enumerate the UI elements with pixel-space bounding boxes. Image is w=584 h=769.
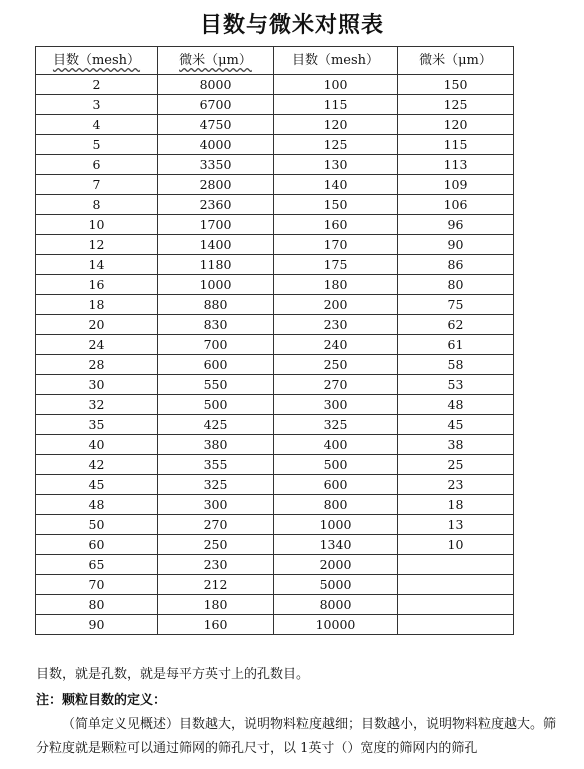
- table-cell: 500: [274, 455, 398, 475]
- table-row: [36, 535, 514, 555]
- table-row: [36, 395, 514, 415]
- table-row: [36, 255, 514, 275]
- header-micron-1-label: 微米（μm）: [179, 53, 252, 68]
- page-title: 目数与微米对照表: [199, 12, 384, 38]
- table-cell: 24: [36, 335, 158, 355]
- table-cell: 160: [274, 215, 398, 235]
- table-cell: 3: [36, 95, 158, 115]
- header-mesh-1-label: 目数（mesh）: [52, 53, 141, 68]
- table-cell: 200: [274, 295, 398, 315]
- table-cell: 1400: [158, 235, 274, 255]
- table-cell: 120: [274, 115, 398, 135]
- table-cell: 355: [158, 455, 274, 475]
- table-cell: 150: [274, 195, 398, 215]
- table-cell: 212: [158, 575, 274, 595]
- header-mesh-2: [274, 47, 398, 75]
- table-cell: 1000: [158, 275, 274, 295]
- table-row: [36, 195, 514, 215]
- table-cell: 5: [36, 135, 158, 155]
- table-cell: 13: [398, 515, 514, 535]
- table-cell: 5000: [274, 575, 398, 595]
- table-cell: 550: [158, 375, 274, 395]
- table-cell: 2360: [158, 195, 274, 215]
- table-cell: 35: [36, 415, 158, 435]
- table-cell: 75: [398, 295, 514, 315]
- table-cell: 240: [274, 335, 398, 355]
- table-cell: 300: [158, 495, 274, 515]
- table-cell: 8000: [274, 595, 398, 615]
- table-row: [36, 175, 514, 195]
- table-row: [36, 555, 514, 575]
- table-row: [36, 615, 514, 635]
- table-cell: 3350: [158, 155, 274, 175]
- table-row: [36, 495, 514, 515]
- table-cell: 6700: [158, 95, 274, 115]
- table-cell: 125: [398, 95, 514, 115]
- table-cell: 250: [274, 355, 398, 375]
- table-cell: 10: [398, 535, 514, 555]
- table-cell: 10000: [274, 615, 398, 635]
- table-cell: 4: [36, 115, 158, 135]
- table-cell: 160: [158, 615, 274, 635]
- table-cell: 48: [36, 495, 158, 515]
- table-row: [36, 115, 514, 135]
- table-cell: 18: [36, 295, 158, 315]
- table-cell: 14: [36, 255, 158, 275]
- table-body: [36, 75, 514, 635]
- header-mesh-2-label: 目数（mesh）: [291, 53, 380, 68]
- table-cell: 115: [398, 135, 514, 155]
- table-cell: 500: [158, 395, 274, 415]
- table-cell: 61: [398, 335, 514, 355]
- table-cell: [398, 595, 514, 615]
- table-cell: 106: [398, 195, 514, 215]
- table-cell: 30: [36, 375, 158, 395]
- table-cell: 96: [398, 215, 514, 235]
- header-micron-1: [158, 47, 274, 75]
- table-cell: [398, 555, 514, 575]
- table-cell: 4000: [158, 135, 274, 155]
- table-cell: 425: [158, 415, 274, 435]
- table-cell: 325: [274, 415, 398, 435]
- header-micron-2: [398, 47, 514, 75]
- table-cell: 180: [274, 275, 398, 295]
- table-row: [36, 435, 514, 455]
- table-cell: 18: [398, 495, 514, 515]
- table-row: [36, 235, 514, 255]
- table-cell: 90: [398, 235, 514, 255]
- table-row: [36, 355, 514, 375]
- table-cell: 325: [158, 475, 274, 495]
- table-cell: 90: [36, 615, 158, 635]
- table-cell: 86: [398, 255, 514, 275]
- table-cell: 600: [158, 355, 274, 375]
- table-cell: 125: [274, 135, 398, 155]
- table-header-row: [36, 47, 514, 75]
- table-cell: 380: [158, 435, 274, 455]
- table-cell: 130: [274, 155, 398, 175]
- table-cell: 8: [36, 195, 158, 215]
- table-cell: 45: [398, 415, 514, 435]
- table-row: [36, 475, 514, 495]
- table-cell: 58: [398, 355, 514, 375]
- table-cell: 8000: [158, 75, 274, 95]
- table-cell: 40: [36, 435, 158, 455]
- table-row: [36, 275, 514, 295]
- mesh-micron-table: [35, 46, 514, 635]
- header-mesh-1: [36, 47, 158, 75]
- table-cell: 1700: [158, 215, 274, 235]
- table-cell: 10: [36, 215, 158, 235]
- table-cell: 20: [36, 315, 158, 335]
- table-cell: 7: [36, 175, 158, 195]
- table-cell: 42: [36, 455, 158, 475]
- table-cell: 180: [158, 595, 274, 615]
- table-row: [36, 135, 514, 155]
- table-row: [36, 75, 514, 95]
- table-cell: 150: [398, 75, 514, 95]
- table-cell: 270: [158, 515, 274, 535]
- table-cell: 32: [36, 395, 158, 415]
- table-cell: [398, 615, 514, 635]
- header-micron-2-label: 微米（μm）: [419, 53, 492, 68]
- table-cell: 60: [36, 535, 158, 555]
- table-cell: 12: [36, 235, 158, 255]
- table-cell: 2: [36, 75, 158, 95]
- table-row: [36, 575, 514, 595]
- table-cell: 400: [274, 435, 398, 455]
- table-cell: 23: [398, 475, 514, 495]
- table-cell: 65: [36, 555, 158, 575]
- table-cell: 230: [274, 315, 398, 335]
- table-cell: 170: [274, 235, 398, 255]
- table-cell: 830: [158, 315, 274, 335]
- note-heading: 注：颗粒目数的定义：: [36, 693, 167, 708]
- table-row: [36, 155, 514, 175]
- table-cell: 230: [158, 555, 274, 575]
- mesh-definition-text: 目数，就是孔数，就是每平方英寸上的孔数目。: [36, 667, 310, 682]
- table-row: [36, 95, 514, 115]
- table-cell: 100: [274, 75, 398, 95]
- table-cell: 800: [274, 495, 398, 515]
- table-cell: 16: [36, 275, 158, 295]
- table-cell: 80: [398, 275, 514, 295]
- table-cell: 1000: [274, 515, 398, 535]
- table-cell: 25: [398, 455, 514, 475]
- table-cell: 700: [158, 335, 274, 355]
- table-cell: 38: [398, 435, 514, 455]
- table-cell: 53: [398, 375, 514, 395]
- table-row: [36, 215, 514, 235]
- table-cell: 2000: [274, 555, 398, 575]
- table-row: [36, 315, 514, 335]
- table-row: [36, 335, 514, 355]
- table-cell: 45: [36, 475, 158, 495]
- table-cell: 6: [36, 155, 158, 175]
- table-cell: 140: [274, 175, 398, 195]
- table-cell: [398, 575, 514, 595]
- table-cell: 115: [274, 95, 398, 115]
- table-cell: 1180: [158, 255, 274, 275]
- table-cell: 28: [36, 355, 158, 375]
- table-cell: 70: [36, 575, 158, 595]
- table-cell: 175: [274, 255, 398, 275]
- table-cell: 1340: [274, 535, 398, 555]
- table-row: [36, 295, 514, 315]
- table-cell: 2800: [158, 175, 274, 195]
- table-cell: 80: [36, 595, 158, 615]
- table-cell: 62: [398, 315, 514, 335]
- table-cell: 300: [274, 395, 398, 415]
- table-cell: 48: [398, 395, 514, 415]
- table-row: [36, 375, 514, 395]
- table-cell: 113: [398, 155, 514, 175]
- table-cell: 120: [398, 115, 514, 135]
- note-body-text: （简单定义见概述）目数越大，说明物料粒度越细；目数越小，说明物料粒度越大。筛分粒度就是颗粒可以通过筛网的筛孔尺寸，以 1英寸（）宽度的筛网内的筛孔: [36, 717, 557, 756]
- table-row: [36, 595, 514, 615]
- table-row: [36, 415, 514, 435]
- table-cell: 600: [274, 475, 398, 495]
- table-cell: 4750: [158, 115, 274, 135]
- table-cell: 880: [158, 295, 274, 315]
- table-cell: 270: [274, 375, 398, 395]
- table-cell: 109: [398, 175, 514, 195]
- table-row: [36, 455, 514, 475]
- table-row: [36, 515, 514, 535]
- table-cell: 50: [36, 515, 158, 535]
- table-cell: 250: [158, 535, 274, 555]
